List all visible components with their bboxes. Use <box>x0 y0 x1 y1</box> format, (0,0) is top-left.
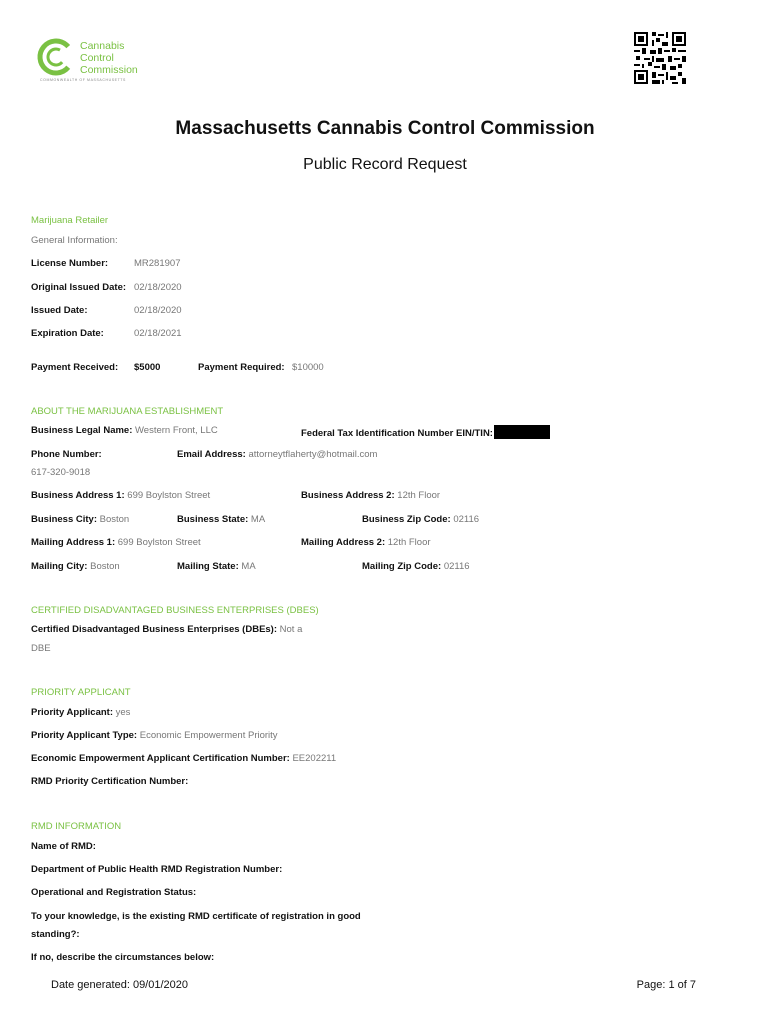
rmd-priority-certification-label: RMD Priority Certification Number: <box>31 776 189 787</box>
mailing-zip-value: 02116 <box>443 561 470 572</box>
dbe-heading: CERTIFIED DISADVANTAGED BUSINESS ENTERPRISES (DBES) <box>31 605 319 616</box>
mailing-state-value: MA <box>241 561 256 572</box>
original-issued-date-value: 02/18/2020 <box>134 282 182 293</box>
page-subtitle: Public Record Request <box>303 156 467 173</box>
operational-status-label: Operational and Registration Status: <box>31 887 197 898</box>
dbe-value-part2: DBE <box>31 643 51 654</box>
issued-date-label: Issued Date: <box>31 305 88 316</box>
payment-required-value: $10000 <box>292 362 324 373</box>
business-address-1-value: 699 Boylston Street <box>127 490 211 501</box>
business-state-value: MA <box>250 514 266 525</box>
priority-applicant-heading: PRIORITY APPLICANT <box>31 687 131 698</box>
email-address-value: attorneytflaherty@hotmail.com <box>248 449 378 460</box>
ein-tin-label: Federal Tax Identification Number EIN/TIN: <box>301 428 493 439</box>
ein-tin <box>301 425 550 439</box>
priority-applicant <box>31 707 130 718</box>
phone-number-label: Phone Number: <box>31 449 102 460</box>
mailing-state-label: Mailing State: <box>177 561 239 572</box>
payment-required-label: Payment Required: <box>198 362 285 373</box>
business-legal-name <box>31 425 218 436</box>
business-state-label: Business State: <box>177 514 249 525</box>
ee-certification-number <box>31 753 336 764</box>
good-standing-label-line2: standing?: <box>31 929 80 940</box>
dbe-label: Certified Disadvantaged Business Enterprises (DBEs): <box>31 624 278 635</box>
issued-date-value: 02/18/2020 <box>134 305 182 316</box>
mailing-zip-label: Mailing Zip Code: <box>362 561 442 572</box>
mailing-state <box>177 561 256 572</box>
business-city-label: Business City: <box>31 514 97 525</box>
business-city-value: Boston <box>99 514 130 525</box>
mailing-address-2 <box>301 537 431 548</box>
email-address-label: Email Address: <box>177 449 246 460</box>
mailing-address-1-label: Mailing Address 1: <box>31 537 116 548</box>
dbe-field <box>31 624 302 635</box>
qr-code-icon <box>634 32 686 84</box>
business-state <box>177 514 265 525</box>
priority-applicant-type <box>31 730 278 741</box>
license-type: Marijuana Retailer <box>31 215 109 226</box>
priority-applicant-value: yes <box>115 707 131 718</box>
rmd-information-heading: RMD INFORMATION <box>31 821 122 832</box>
mailing-address-1 <box>31 537 201 548</box>
mailing-address-1-value: 699 Boylston Street <box>117 537 201 548</box>
general-information-label: General Information: <box>31 235 118 246</box>
business-city <box>31 514 129 525</box>
priority-applicant-type-value: Economic Empowerment Priority <box>139 730 278 741</box>
logo-line-3: Commission <box>80 64 138 76</box>
mailing-zip <box>362 561 470 572</box>
business-legal-name-value: Western Front, LLC <box>135 425 218 436</box>
business-address-2 <box>301 490 440 501</box>
logo-tagline: COMMONWEALTH OF MASSACHUSETTS <box>40 78 126 82</box>
logo-wordmark <box>80 40 138 76</box>
mailing-city-label: Mailing City: <box>31 561 88 572</box>
priority-applicant-label: Priority Applicant: <box>31 707 113 718</box>
payment-received-label: Payment Received: <box>31 362 119 373</box>
business-zip-value: 02116 <box>453 514 480 525</box>
mailing-city <box>31 561 120 572</box>
mailing-address-2-label: Mailing Address 2: <box>301 537 386 548</box>
business-zip-label: Business Zip Code: <box>362 514 451 525</box>
page-title: Massachusetts Cannabis Control Commission <box>175 118 595 139</box>
license-number-label: License Number: <box>31 258 109 269</box>
priority-applicant-type-label: Priority Applicant Type: <box>31 730 138 741</box>
ee-certification-label: Economic Empowerment Applicant Certification Number: <box>31 753 290 764</box>
dbe-value-part1: Not a <box>279 624 303 635</box>
phone-number-value: 617-320-9018 <box>31 467 91 478</box>
business-address-2-label: Business Address 2: <box>301 490 395 501</box>
business-address-2-value: 12th Floor <box>397 490 441 501</box>
establishment-heading: ABOUT THE MARIJUANA ESTABLISHMENT <box>31 406 224 417</box>
expiration-date-value: 02/18/2021 <box>134 328 182 339</box>
mailing-city-value: Boston <box>90 561 120 572</box>
logo-line-2: Control <box>80 52 114 64</box>
ein-redaction-box <box>494 425 550 439</box>
date-generated: Date generated: 09/01/2020 <box>51 979 189 991</box>
expiration-date-label: Expiration Date: <box>31 328 104 339</box>
business-zip <box>362 514 479 525</box>
email-address <box>177 449 377 460</box>
good-standing-label-line1: To your knowledge, is the existing RMD certificate of registration in good <box>31 911 361 922</box>
mailing-address-2-value: 12th Floor <box>387 537 431 548</box>
ee-certification-value: EE202211 <box>292 753 337 764</box>
license-number-value: MR281907 <box>134 258 181 269</box>
dph-registration-label: Department of Public Health RMD Registration Number: <box>31 864 283 875</box>
business-address-1-label: Business Address 1: <box>31 490 125 501</box>
original-issued-date-label: Original Issued Date: <box>31 282 127 293</box>
business-legal-name-label: Business Legal Name: <box>31 425 133 436</box>
business-address-1 <box>31 490 210 501</box>
payment-received-value: $5000 <box>134 362 161 373</box>
rmd-name-label: Name of RMD: <box>31 841 96 852</box>
if-no-describe-label: If no, describe the circumstances below: <box>31 952 215 963</box>
page-number: Page: 1 of 7 <box>636 979 696 991</box>
logo-line-1: Cannabis <box>80 40 125 52</box>
